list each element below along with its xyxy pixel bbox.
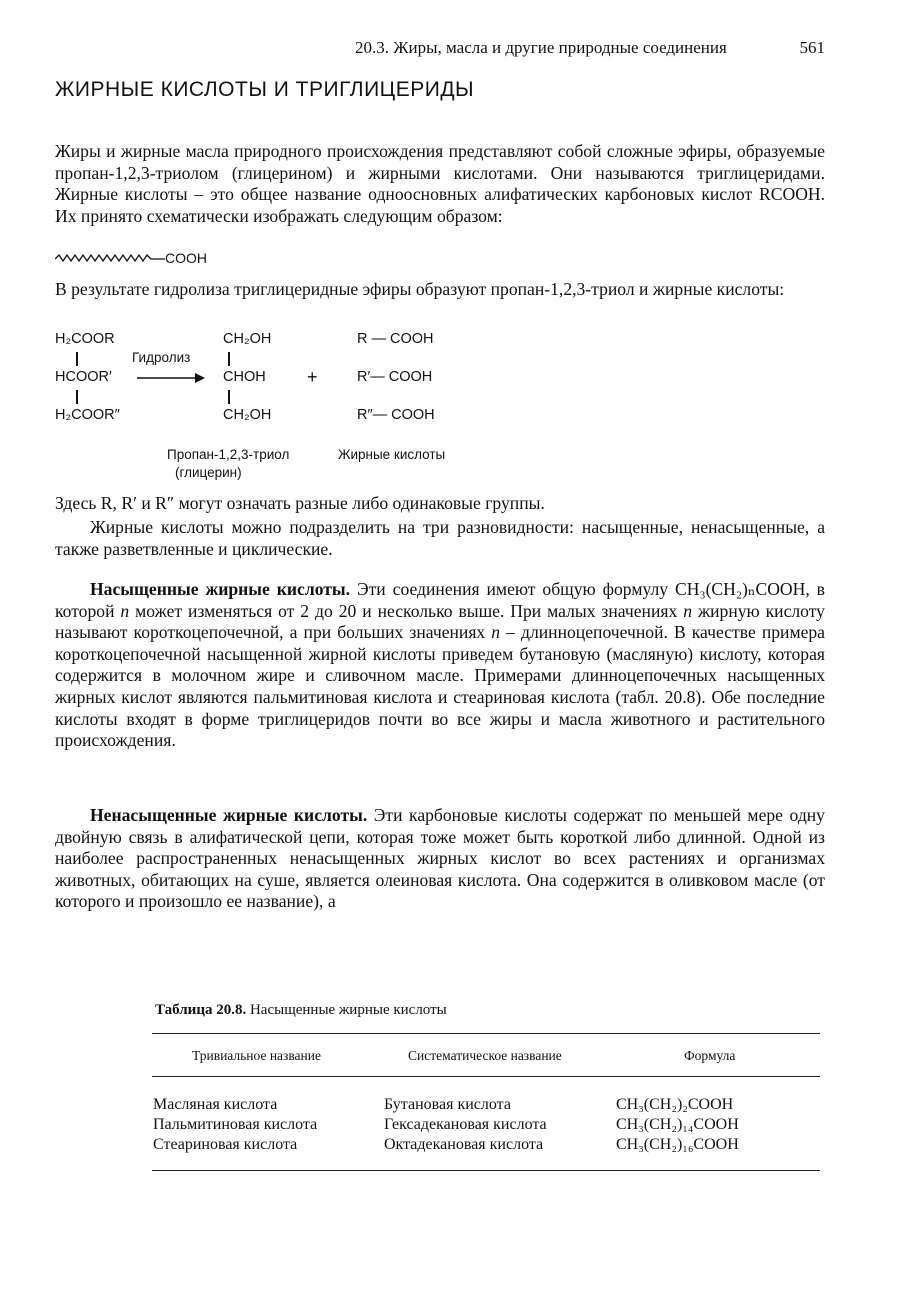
column-header-systematic: Систематическое название: [408, 1048, 562, 1063]
triglyceride-line-2: HCOOR′: [55, 369, 112, 385]
glycerol-line-2: CHOH: [223, 369, 266, 385]
column-header-formula: Формула: [684, 1048, 736, 1063]
intro-text: Жиры и жирные масла природного происхождения представляют собой сложные эфиры, образуемые пропан-1,2,3-триолом (глицерином) и жирными кислотами. Они называются триглицеридами. Жирные кислоты – это общее название одноосновных алифатических карбоновых кислот RCOOH. Их принято схематически изображать следующим образом:: [55, 141, 825, 226]
table-cell-systematic: Октадекановая кислота: [384, 1136, 544, 1153]
groups-paragraph: [55, 493, 825, 515]
bond-line: [76, 352, 78, 366]
table-cell-trivial: Пальмитиновая кислота: [153, 1116, 318, 1133]
glycerol-caption-alt: (глицерин): [175, 465, 242, 480]
table-cell-trivial: Масляная кислота: [153, 1096, 278, 1113]
hydrolysis-paragraph: [55, 279, 825, 301]
acid-line-3: R″— COOH: [357, 407, 435, 423]
intro-paragraph: [55, 141, 825, 227]
arrow-label: Гидролиз: [132, 350, 191, 365]
table-header-rule: [152, 1076, 820, 1077]
classify-paragraph: [55, 517, 825, 560]
table-caption-text: Насыщенные жирные кислоты: [246, 1002, 447, 1018]
table-top-rule: [152, 1033, 820, 1034]
unsaturated-heading: Ненасыщенные жирные кислоты.: [90, 805, 368, 825]
hydrolysis-text: В результате гидролиза триглицеридные эфиры образуют пропан-1,2,3-триол и жирные кислоты:: [55, 279, 785, 299]
table-cell-systematic: Бутановая кислота: [384, 1096, 511, 1113]
wavy-formula-group: COOH: [165, 250, 207, 266]
hydrolysis-scheme: [55, 328, 495, 478]
running-head-title: 20.3. Жиры, масла и другие природные соединения: [355, 38, 727, 57]
column-header-trivial: Тривиальное название: [192, 1048, 321, 1063]
glycerol-caption: Пропан-1,2,3-триол: [167, 447, 290, 462]
unsaturated-paragraph: [55, 805, 825, 913]
plus-sign: +: [307, 367, 318, 387]
acid-line-1: R — COOH: [357, 331, 434, 347]
table-cell-formula: CH₃(CH₂)₂COOH: [616, 1096, 734, 1113]
groups-text: Здесь R, R′ и R″ могут означать разные либо одинаковые группы.: [55, 493, 545, 513]
bond-line: [228, 390, 230, 404]
triglyceride-line-1: H₂COOR: [55, 331, 115, 347]
saturated-text: Насыщенные жирные кислоты. Эти соединения имеют общую формулу CH₃(CH₂)ₙCOOH, в которой n может изменяться от 2 до 20 и несколько выше. При малых значениях n жирную кислоту называют короткоцепочечной, а при больших значениях n – длинноцепочечной. В качестве примера короткоцепочечной насыщенной жирной кислоты приведем бутановую (масляную) кислоту, которая содержится в молочном жире и сливочном масле. Примерами длинноцепочечных насыщенных жирных кислот являются пальмитиновая кислота и стеариновая кислота (табл. 20.8). Обе последние кислоты входят в форме триглицеридов почти во все жиры и масла животного и растительного происхождения.: [55, 579, 825, 751]
section-title: ЖИРНЫЕ КИСЛОТЫ И ТРИГЛИЦЕРИДЫ: [55, 78, 475, 101]
table-caption-label: Таблица 20.8.: [155, 1002, 247, 1018]
unsaturated-text: Ненасыщенные жирные кислоты. Эти карбоновые кислоты содержат по меньшей мере одну двойную связь в алифатической цепи, которая тоже может быть короткой либо длинной. Одной из наиболее распространенных ненасыщенных жирных кислот во всех растениях и организмах животных, обитающих на суше, является олеиновая кислота. Она содержится в оливковом масле (от которого и произошло ее название), а: [55, 805, 825, 912]
glycerol-line-1: CH₂OH: [223, 331, 272, 347]
acids-caption: Жирные кислоты: [338, 447, 446, 462]
acid-line-2: R′— COOH: [357, 369, 433, 385]
glycerol-line-3: CH₂OH: [223, 407, 272, 423]
saturated-heading: Насыщенные жирные кислоты.: [90, 579, 351, 599]
fatty-acid-schematic: [55, 250, 207, 266]
wavy-chain-icon: [55, 252, 165, 266]
triglyceride-line-3: H₂COOR″: [55, 407, 120, 423]
saturated-paragraph: [55, 579, 825, 752]
table-cell-systematic: Гексадекановая кислота: [384, 1116, 547, 1133]
table-bottom-rule: [152, 1170, 820, 1171]
table-cell-formula: CH₃(CH₂)₁₆COOH: [616, 1136, 739, 1153]
reaction-arrow-icon: [137, 372, 205, 384]
bond-line: [228, 352, 230, 366]
general-formula: CH₃(CH₂)ₙCOOH: [675, 579, 806, 599]
table-cell-formula: CH₃(CH₂)₁₄COOH: [616, 1116, 739, 1133]
classify-text: Жирные кислоты можно подразделить на три разновидности: насыщенные, ненасыщенные, а также разветвленные и циклические.: [55, 517, 825, 559]
page-number: 561: [799, 38, 825, 57]
bond-line: [76, 390, 78, 404]
table-cell-trivial: Стеариновая кислота: [153, 1136, 298, 1153]
table-caption: [155, 1002, 447, 1019]
